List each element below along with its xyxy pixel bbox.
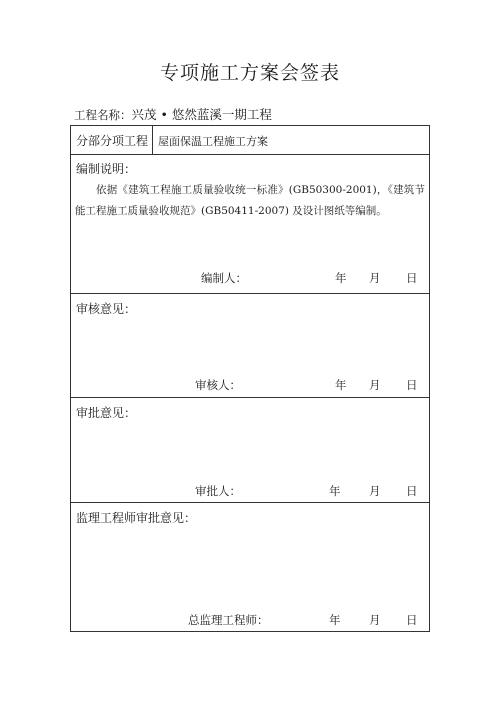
review-year: 年 [335, 378, 347, 392]
compile-row [71, 154, 429, 293]
review-signer-label: 审核人： [195, 378, 241, 392]
supervisor-signer-label: 总监理工程师： [188, 613, 269, 627]
project-line [74, 105, 272, 123]
compile-label: 编制说明： [76, 162, 137, 176]
supervisor-day: 日 [406, 613, 418, 627]
compile-month: 月 [369, 271, 381, 285]
approve-row [71, 397, 429, 502]
column-divider [152, 126, 153, 154]
compile-year: 年 [335, 271, 347, 285]
section-row [71, 126, 429, 154]
approve-signer-label: 审批人： [195, 484, 241, 498]
review-day: 日 [406, 378, 418, 392]
section-label: 分部分项工程 [76, 134, 149, 148]
supervisor-year: 年 [329, 613, 341, 627]
document-title: 专项施工方案会签表 [159, 62, 340, 84]
approve-year: 年 [329, 484, 341, 498]
compile-description: 依据《建筑工程施工质量验收统一标准》(GB50300-2001)，《建筑节能工程施工质量验收规范》(GB50411-2007) 及设计图纸等编制。 [75, 184, 425, 217]
review-month: 月 [369, 378, 381, 392]
supervisor-label: 监理工程师审批意见： [76, 511, 197, 525]
review-label: 审核意见： [76, 302, 137, 316]
supervisor-month: 月 [369, 613, 381, 627]
approve-label: 审批意见： [76, 406, 137, 420]
project-name: 兴茂 • 悠然蓝溪一期工程 [131, 107, 272, 122]
approve-day: 日 [406, 484, 418, 498]
compile-signer-label: 编制人： [201, 271, 247, 285]
review-row [71, 293, 429, 397]
project-label: 工程名称： [74, 108, 132, 122]
compile-day: 日 [406, 271, 418, 285]
signoff-table [70, 125, 430, 632]
approve-month: 月 [369, 484, 381, 498]
section-value: 屋面保温工程施工方案 [158, 135, 268, 148]
supervisor-row [71, 502, 429, 631]
